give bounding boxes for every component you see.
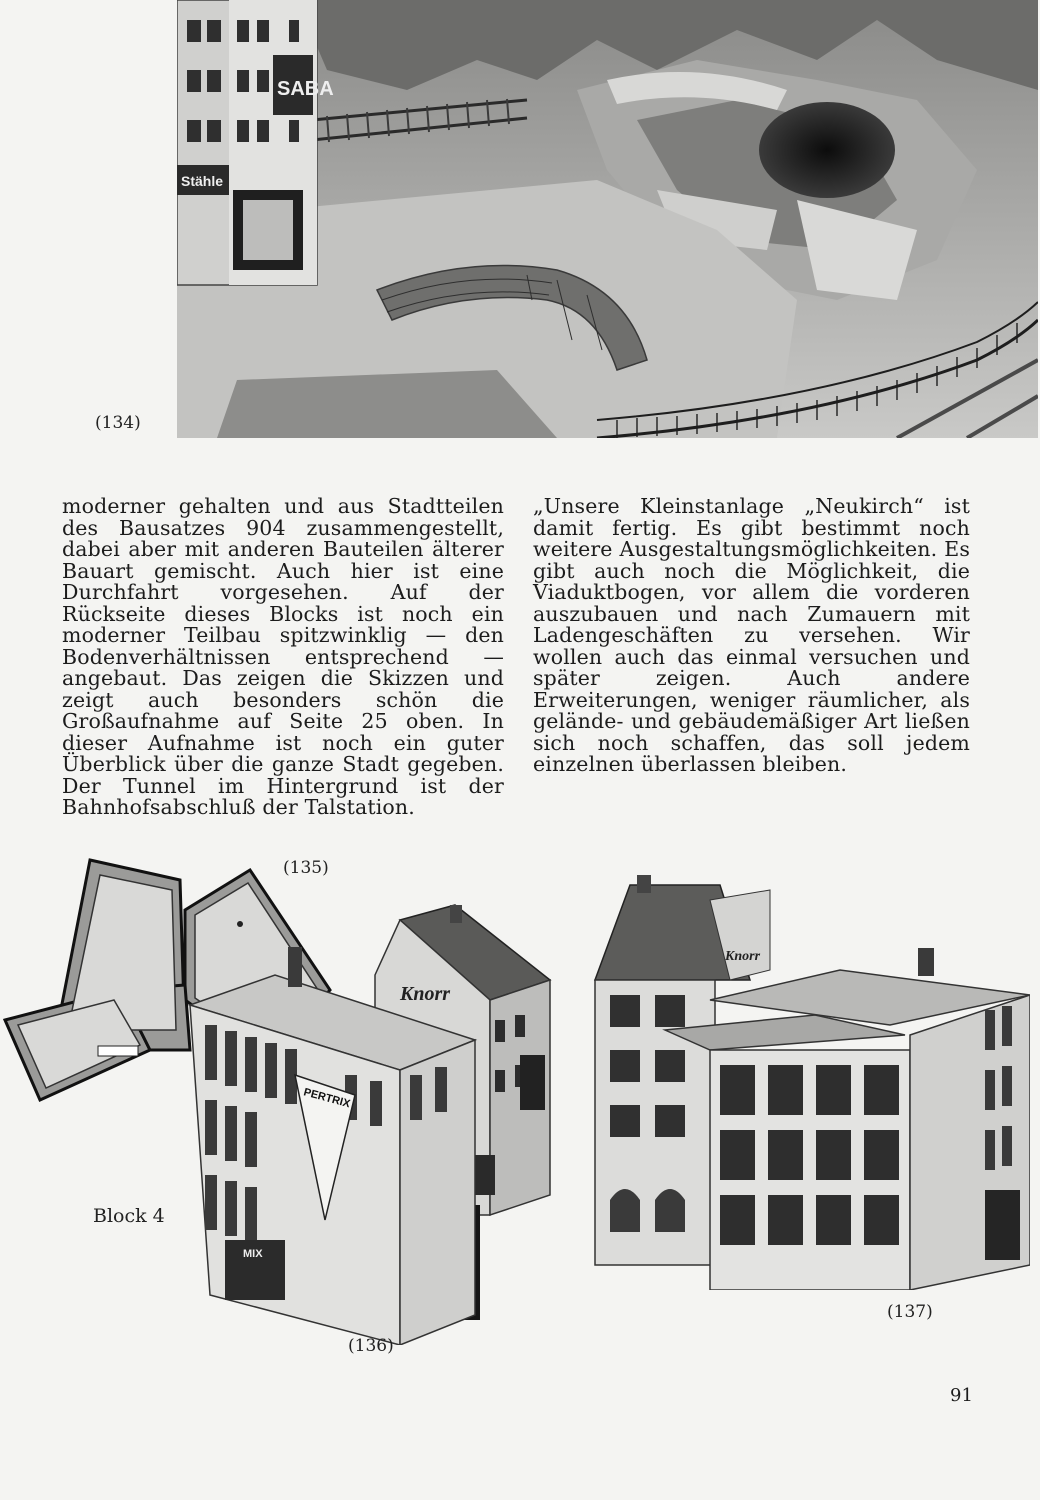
caption-135: (135) xyxy=(283,858,329,878)
text-column-left xyxy=(62,496,504,819)
second-block-model xyxy=(590,870,1030,1290)
caption-136: (136) xyxy=(348,1336,394,1356)
paragraph-right: „Unsere Kleinstanlage „Neukirch“ ist damit fertig. Es gibt bestimmt noch weitere Ausgestaltungsmöglichkeiten. Es gibt auch noch die Möglichkeit, die Viaduktbogen, vor allem die vorderen auszubauen und nach Zumauern mit Ladengeschäften zu versehen. Wir wollen auch das einmal versuchen und später zeigen. Auch andere Erweiterungen, weniger räumlicher, als gelände- und gebäudemäßiger Art ließen sich noch schaffen, das soll jedem einzelnen überlassen bleiben. xyxy=(533,494,970,776)
block-4-label: Block 4 xyxy=(93,1205,165,1227)
layout-photo xyxy=(177,0,1038,438)
block4-models xyxy=(185,895,555,1345)
text-column-right xyxy=(533,496,970,776)
paragraph-left: moderner gehalten und aus Stadtteilen des Bausatzes 904 zusammengestellt, dabei aber mit anderen Bauteilen älterer Bauart gemischt. Auch hier ist eine Durchfahrt vorgesehen. Auf der Rückseite dieses Blocks ist noch ein moderner Teilbau spitzwinklig — den Bodenverhältnissen entsprechend — angebaut. Das zeigen die Skizzen und zeigt auch besonders schön die Großaufnahme auf Seite 25 oben. In dieser Aufnahme ist noch ein guter Überblick über die ganze Stadt gegeben. Der Tunnel im Hintergrund ist der Bahnhofsabschluß der Talstation. xyxy=(62,494,504,819)
caption-134: (134) xyxy=(95,413,141,433)
stahl-sign-top: Stähle xyxy=(181,173,224,189)
mix-sign: MIX xyxy=(243,1248,263,1260)
knorr-sign: Knorr xyxy=(400,983,451,1005)
saba-sign: SABA xyxy=(277,78,334,100)
pertrix-sign: PERTRIX xyxy=(302,1086,352,1111)
caption-137: (137) xyxy=(887,1302,933,1322)
knorr-sign-2: Knorr xyxy=(725,949,761,964)
page-number: 91 xyxy=(950,1385,973,1406)
